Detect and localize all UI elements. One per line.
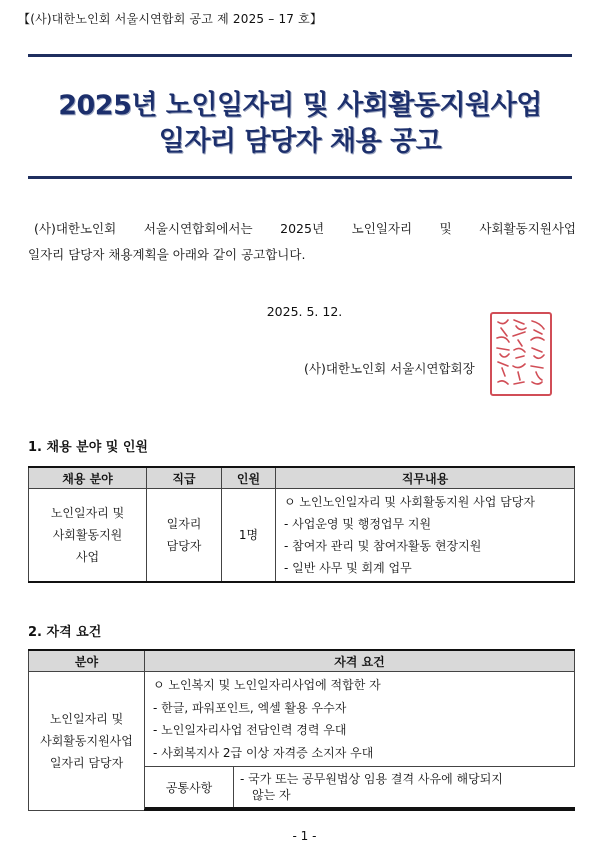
intro-line-2: 일자리 담당자 채용계획을 아래와 같이 공고합니다. [28, 247, 306, 262]
duty-item: - 사업운영 및 행정업무 지원 [284, 517, 432, 531]
duty-item: ㅇ 노인노인일자리 및 사회활동지원 사업 담당자 [284, 495, 535, 509]
intro-paragraph [28, 216, 576, 268]
common-cell [145, 767, 575, 811]
title-line-2: 일자리 담당자 채용 공고 [158, 126, 442, 157]
section-1-title: 1. 채용 분야 및 인원 [28, 440, 148, 455]
field-line: 사회활동지원 [52, 528, 123, 542]
field-line: 노인일자리 및 [50, 506, 125, 520]
notice-number: 【(사)대한노인회 서울시연합회 공고 제 2025 – 17 호】 [18, 12, 323, 26]
field-cell [29, 489, 147, 583]
common-text [234, 767, 575, 808]
intro-line-1: (사)대한노인회 서울시연합회에서는 2025년 노인일자리 및 사회활동지원사업 [34, 221, 576, 236]
recruitment-table [28, 466, 575, 583]
header-duties: 직무내용 [276, 467, 575, 489]
duties-cell [276, 489, 575, 583]
area-line: 사회활동지원사업 [40, 733, 133, 748]
common-inner-table [145, 767, 575, 809]
common-label: 공통사항 [145, 767, 234, 808]
requirements-cell [145, 672, 575, 767]
recruitment-table-row [29, 489, 575, 583]
qualification-table [28, 649, 575, 811]
field-line: 사업 [75, 550, 100, 564]
page-number: - 1 - [292, 829, 317, 843]
header-requirements: 자격 요건 [145, 650, 575, 672]
rank-line: 담당자 [166, 539, 202, 553]
requirement-item: - 한글, 파워포인트, 엑셀 활용 우수자 [153, 700, 347, 715]
notice-date: 2025. 5. 12. [266, 304, 343, 319]
qualification-row [29, 672, 575, 767]
rank-cell [147, 489, 222, 583]
requirement-item: - 노인일자리사업 전담인력 경력 우대 [153, 723, 347, 737]
official-seal-image [490, 312, 552, 396]
common-text-line: - 국가 또는 공무원법상 임용 결격 사유에 해당되지 [240, 772, 503, 786]
area-line: 일자리 담당자 [49, 755, 124, 770]
header-count: 인원 [222, 467, 276, 489]
count-cell: 1명 [222, 489, 276, 583]
recruitment-table-header [29, 467, 575, 489]
requirement-item: - 사회복지사 2급 이상 자격증 소지자 우대 [153, 745, 374, 760]
rank-line: 일자리 [166, 517, 202, 531]
duty-item: - 참여자 관리 및 참여자활동 현장지원 [284, 539, 482, 553]
seal-glyphs-icon [492, 314, 550, 394]
title-top-rule [28, 54, 572, 57]
title-bottom-rule [28, 176, 572, 179]
header-area: 분야 [29, 650, 145, 672]
header-field: 채용 분야 [29, 467, 147, 489]
title-line-1: 2025년 노인일자리 및 사회활동지원사업 [58, 90, 542, 121]
qualification-table-header [29, 650, 575, 672]
header-rank: 직급 [147, 467, 222, 489]
section-2-title: 2. 자격 요건 [28, 625, 102, 640]
area-cell [29, 672, 145, 811]
duty-item: - 일반 사무 및 회계 업무 [284, 561, 412, 575]
common-text-line: 않는 자 [252, 788, 291, 802]
signer-name: (사)대한노인회 서울시연합회장 [304, 361, 475, 376]
area-line: 노인일자리 및 [49, 711, 124, 726]
requirement-item: ㅇ 노인복지 및 노인일자리사업에 적합한 자 [153, 678, 381, 692]
